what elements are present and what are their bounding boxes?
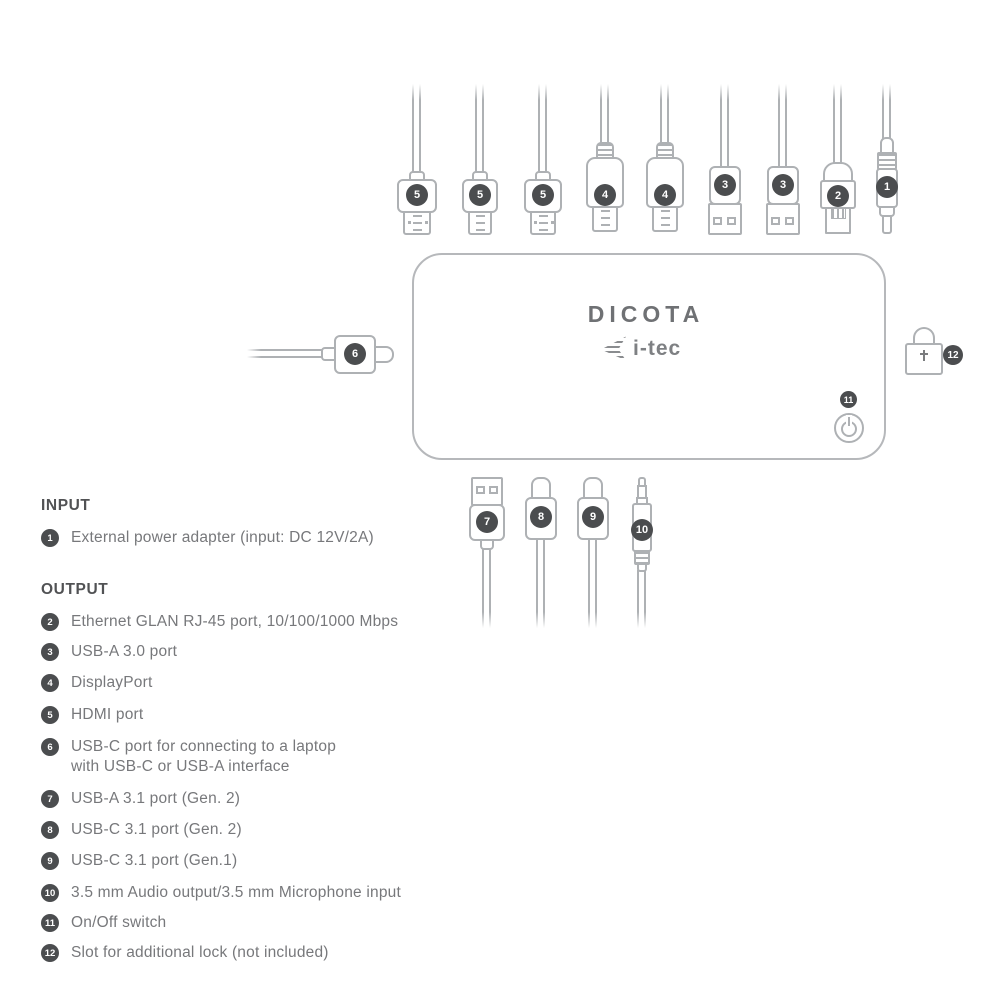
itec-logo-text: i-tec: [633, 336, 682, 360]
port-number-badge: 8: [530, 506, 552, 528]
legend-badge: 9: [41, 852, 59, 870]
dicota-logo: DICOTA: [587, 301, 705, 327]
plug-pins: [601, 210, 610, 227]
pin-dot: [425, 221, 428, 224]
plug-pins: [539, 215, 548, 231]
plug-pins: [476, 215, 485, 231]
port-number-badge: 2: [827, 185, 849, 207]
legend-text: USB-C 3.1 port (Gen.1): [71, 852, 238, 869]
cable: [588, 538, 597, 628]
legend-badge: 5: [41, 706, 59, 724]
legend-item: [41, 737, 336, 777]
port-number-badge: 3: [772, 174, 794, 196]
cable: [660, 84, 669, 144]
cable: [833, 84, 842, 164]
port-number-badge: 1: [876, 176, 898, 198]
cable: [720, 84, 729, 167]
cable: [412, 84, 421, 173]
legend-text: [71, 737, 336, 777]
usb-pin: [785, 217, 794, 225]
legend-item: [41, 705, 143, 725]
legend-badge: 1: [41, 529, 59, 547]
port-number-badge: 10: [631, 519, 653, 541]
legend-item: [41, 642, 177, 662]
legend-text: Slot for additional lock (not included): [71, 944, 329, 961]
port-number-badge: 9: [582, 506, 604, 528]
usb-c-plug: [374, 346, 394, 363]
usb-pin: [489, 486, 498, 494]
legend-badge: 12: [41, 944, 59, 962]
legend-badge: 10: [41, 884, 59, 902]
port-number-badge: 3: [714, 174, 736, 196]
plug-pins: [661, 210, 670, 227]
legend-item: [41, 943, 329, 963]
pin-dot: [408, 221, 411, 224]
lock-keyhole: [919, 350, 929, 361]
input-heading: INPUT: [41, 497, 91, 514]
legend-badge: 7: [41, 790, 59, 808]
cable: [600, 84, 609, 144]
usb-pin: [476, 486, 485, 494]
legend-item: [41, 528, 374, 548]
legend-badge: 2: [41, 613, 59, 631]
port-number-badge: 11: [840, 391, 857, 408]
cable: [475, 84, 484, 173]
legend-text: USB-A 3.0 port: [71, 643, 178, 660]
cable: [538, 84, 547, 173]
usb-pin: [727, 217, 736, 225]
usb-pin: [771, 217, 780, 225]
legend-text: HDMI port: [71, 706, 144, 723]
legend-item: [41, 913, 166, 933]
legend-item: [41, 789, 240, 809]
pin-dot: [534, 221, 537, 224]
legend-item: [41, 883, 401, 903]
port-number-badge: 12: [943, 345, 963, 365]
usb-pin: [713, 217, 722, 225]
legend-text-line2: with USB-C or USB-A interface: [71, 758, 290, 775]
legend-badge: 11: [41, 914, 59, 932]
port-number-badge: 7: [476, 511, 498, 533]
legend-text: External power adapter (input: DC 12V/2A): [71, 529, 374, 546]
itec-logo: [601, 336, 681, 361]
rj45-pins: [831, 209, 846, 219]
port-number-badge: 4: [594, 184, 616, 206]
cable: [882, 84, 891, 139]
legend-text: On/Off switch: [71, 914, 167, 931]
legend-text: USB-A 3.1 port (Gen. 2): [71, 790, 241, 807]
port-number-badge: 5: [532, 184, 554, 206]
cable: [247, 349, 323, 358]
jack-taper: [637, 563, 647, 572]
legend-text: DisplayPort: [71, 674, 153, 691]
legend-item: [41, 851, 237, 871]
legend-badge: 4: [41, 674, 59, 692]
legend-badge: 3: [41, 643, 59, 661]
legend-text-line1: USB-C port for connecting to a laptop: [71, 738, 337, 755]
plug-pins: [413, 215, 422, 231]
pin-dot: [551, 221, 554, 224]
output-heading: OUTPUT: [41, 581, 109, 598]
legend-item: [41, 820, 242, 840]
legend-badge: 6: [41, 738, 59, 756]
port-number-badge: 4: [654, 184, 676, 206]
legend-item: [41, 673, 152, 693]
legend-badge: 8: [41, 821, 59, 839]
cable: [482, 548, 491, 628]
cable: [536, 538, 545, 628]
plug-tip: [882, 215, 892, 234]
port-number-badge: 6: [344, 343, 366, 365]
power-icon-line: [848, 417, 850, 426]
cable: [637, 570, 646, 628]
legend-text: Ethernet GLAN RJ-45 port, 10/100/1000 Mbps: [71, 613, 399, 630]
legend-text: 3.5 mm Audio output/3.5 mm Microphone input: [71, 884, 401, 901]
port-number-badge: 5: [469, 184, 491, 206]
port-number-badge: 5: [406, 184, 428, 206]
legend-item: [41, 612, 398, 632]
cable: [778, 84, 787, 167]
legend-text: USB-C 3.1 port (Gen. 2): [71, 821, 242, 838]
itec-flag-icon: [601, 336, 626, 361]
